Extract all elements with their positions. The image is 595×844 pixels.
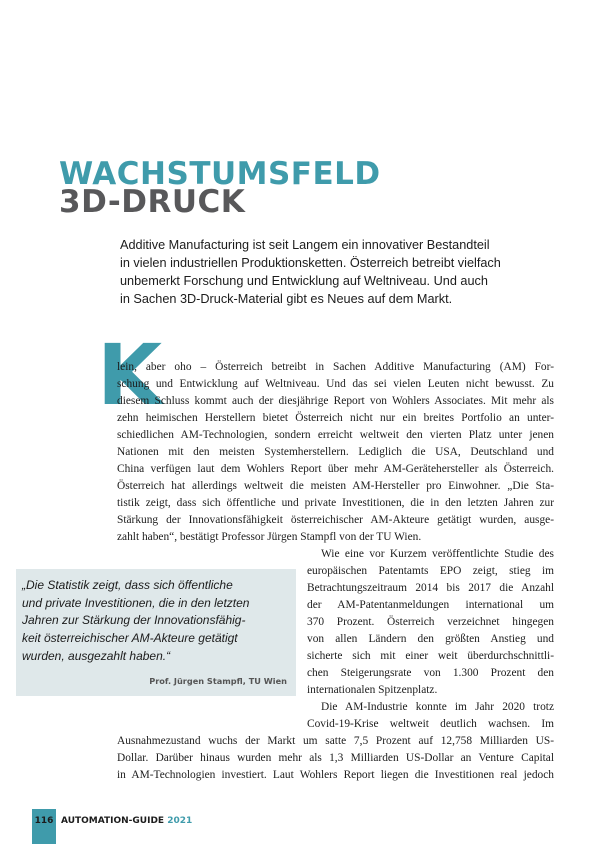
body-line: Stärkung der Innovationsfähigkeit österreichischer AM-Akteure getätigt wurden, ausge- (117, 514, 554, 526)
pull-quote (22, 577, 290, 666)
lead-paragraph (120, 236, 520, 308)
footer-publication (61, 816, 192, 826)
body-line: Österreich hat allerdings weltweit die meisten AM-Hersteller pro Einwohner. „Die Sta- (117, 480, 554, 492)
body-line: Ausnahmezustand wuchs der Markt um satte 7,5 Prozent auf 12,758 Milliarden US- (117, 735, 554, 747)
body-line: Dollar. Darüber hinaus wurden mehr als 1,3 Milliarden US-Dollar an Venture Capital (117, 752, 554, 764)
quote-line: Jahren zur Stärkung der Innovationsfähig- (22, 613, 246, 628)
body-line: internationalen Spitzenplatz. (307, 684, 438, 696)
body-line: Covid-19-Krise weltweit deutlich wachsen. Im (307, 718, 554, 730)
quote-line: wurden, ausgezahlt haben.“ (22, 648, 171, 663)
page-number: 116 (34, 816, 54, 826)
body-line: zehn heimischen Herstellern bietet Österreich nicht nur ein breites Portfolio an unter- (117, 412, 554, 424)
body-line: in AM-Technologien investiert. Laut Wohlers Report liegen die Investitionen real jedoch (117, 769, 554, 781)
body-line: der AM-Patentanmeldungen international um (307, 599, 554, 611)
headline-line-1: WACHSTUMSFELD (59, 156, 381, 192)
body-line: tistik zeigt, dass sich öffentliche und private Investitionen, die in den letzten Jahren zur (117, 497, 554, 509)
body-line: schiedlichen AM-Technologien, sondern erreicht weltweit den vierten Platz unter jenen (117, 429, 554, 441)
drop-cap: K (97, 326, 163, 424)
body-line: lein, aber oho – Österreich betreibt in Sachen Additive Manufacturing (AM) For- (117, 361, 554, 373)
headline-line-2: 3D-DRUCK (59, 184, 246, 220)
quote-line: und private Investitionen, die in den letzten (22, 595, 250, 610)
body-line: chen Steigerungsrate von 1.300 Prozent den (307, 667, 554, 679)
body-line: Die AM-Industrie konnte im Jahr 2020 trotz (321, 701, 554, 713)
body-line: zahlt haben“, bestätigt Professor Jürgen Stampfl von der TU Wien. (117, 531, 422, 543)
quote-line: „Die Statistik zeigt, dass sich öffentliche (22, 578, 233, 592)
body-line: von allen Ländern den größten Anstieg und (307, 633, 554, 645)
quote-author: Prof. Jürgen Stampfl, TU Wien (149, 676, 287, 686)
lead-line: in Sachen 3D-Druck-Material gibt es Neues auf dem Markt. (120, 292, 453, 306)
body-line: Nationen mit den meisten Systemherstellern. Lediglich die USA, Deutschland und (117, 446, 554, 458)
quote-line: keit österreichischer AM-Akteure getätigt (22, 631, 238, 646)
publication-year: 2021 (167, 816, 193, 826)
body-line: sicherte sich mit einer weit überdurchschnittli- (307, 650, 554, 662)
body-line: 370 Prozent. Österreich verzeichnet hingegen (307, 616, 554, 628)
publication-name: AUTOMATION-GUIDE (61, 816, 165, 826)
body-line: Wie eine vor Kurzem veröffentlichte Studie des (321, 548, 554, 560)
body-line: schung und Entwicklung auf Weltniveau. Und das sei vielen Leuten nicht bewusst. Zu (117, 378, 554, 390)
body-line: Betrachtungszeitraum 2014 bis 2017 die Anzahl (307, 582, 554, 594)
lead-line: unbemerkt Forschung und Entwicklung auf Weltniveau. Und auch (120, 274, 488, 288)
body-line: europäischen Patentamts EPO zeigt, stieg im (307, 565, 554, 577)
body-line: China verfügen laut dem Wohlers Report über mehr AM-Gerätehersteller als Österreich. (117, 463, 554, 475)
body-line: diesem Schluss kommt auch der diesjährige Report von Wohlers Associates. Mit mehr als (117, 395, 554, 407)
lead-line: Additive Manufacturing ist seit Langem ein innovativer Bestandteil (120, 238, 490, 252)
lead-line: in vielen industriellen Produktionsketten. Österreich betreibt vielfach (120, 256, 501, 270)
page-number-bar (32, 809, 56, 844)
